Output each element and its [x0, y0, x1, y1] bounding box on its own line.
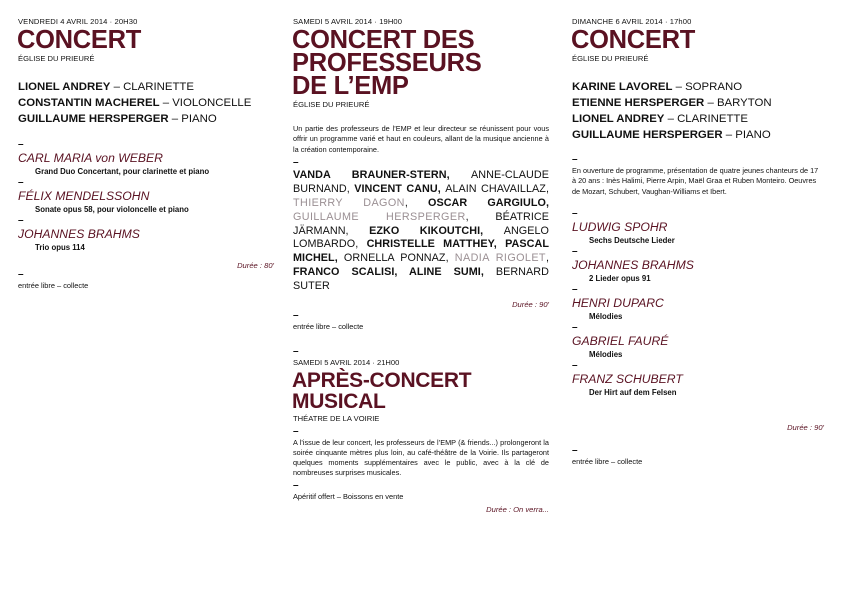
teacher-name: CHRISTELLE MATTHEY	[366, 238, 494, 251]
program-intro: En ouverture de programme, présentation de quatre jeunes chanteurs de 17 à 20 ans : Inès Halimi, Pierre Arpin, Maël Graa et Ruben Monteiro. Oeuvres de Mozart, Schubert, Vaughan-Williams et Ibert.	[572, 166, 819, 196]
offer-info: Apéritif offert – Boissons en vente	[293, 491, 404, 501]
separator: –	[18, 269, 24, 280]
teacher-name: ANGELO LOMBARDO	[293, 224, 550, 251]
separator: –	[293, 156, 299, 168]
concert-saturday-column	[293, 0, 549, 514]
teacher-name: GUILLAUME HERSPERGER	[293, 210, 466, 223]
teacher-name: VANDA BRAUNER-STERN	[293, 168, 447, 181]
work: Mélodies	[589, 349, 623, 359]
composer: LUDWIG SPOHR	[572, 219, 668, 234]
teacher-name: ORNELLA PONNAZ	[343, 252, 446, 265]
event-date: VENDREDI 4 AVRIL 2014 · 20H30	[18, 17, 138, 26]
composer: GABRIEL FAURÉ	[572, 333, 669, 348]
event-venue: ÉGLISE DU PRIEURÉ	[572, 54, 649, 63]
performer: LIONEL ANDREY – CLARINETTE	[18, 81, 194, 93]
duration: Durée : 90'	[787, 422, 824, 432]
teacher-name: ALINE SUMI	[409, 266, 481, 279]
event-venue: THÉATRE DE LA VOIRIE	[293, 413, 380, 423]
performer: LIONEL ANDREY – CLARINETTE	[572, 113, 748, 125]
work: Mélodies	[589, 311, 623, 321]
entry-info: entrée libre – collecte	[18, 281, 89, 290]
event-title: CONCERT	[571, 26, 695, 54]
separator: –	[572, 359, 578, 371]
teacher-name: BÉATRICE JÄRMANN	[293, 210, 549, 237]
performer: GUILLAUME HERSPERGER – PIANO	[18, 113, 217, 125]
event-date: SAMEDI 5 AVRIL 2014 · 21H00	[293, 357, 400, 367]
teacher-name: PASCAL MICHEL	[293, 238, 549, 265]
teacher-list: VANDA BRAUNER-STERN, ANNE-CLAUDE BURNAND, VINCENT CANU, ALAIN CHAVAILLAZ, THIERRY DAGON, OSCAR GARGIULO, GUILLAUME HERSPERGER, BÉATRICE JÄRMANN, EZKO KIKOUTCHI, ANGELO LOMBARDO, CHRISTELLE MATTHEY, PASCAL MICHEL, ORNELLA PONNAZ, NADIA RIGOLET, FRANCO SCALISI, ALINE SUMI, BERNARD SUTER	[293, 168, 550, 293]
performer: KARINE LAVOREL – SOPRANO	[572, 81, 743, 93]
concert-sunday-column	[572, 0, 824, 467]
work: Grand Duo Concertant, pour clarinette et piano	[35, 167, 210, 176]
event-venue: ÉGLISE DU PRIEURÉ	[293, 100, 370, 109]
duration: Durée : 90'	[512, 300, 549, 310]
separator: –	[572, 245, 578, 257]
composer: HENRI DUPARC	[572, 295, 664, 310]
entry-info: entrée libre – collecte	[293, 322, 364, 332]
concert-friday-column	[18, 0, 274, 292]
work: Sechs Deutsche Lieder	[589, 235, 675, 245]
teacher-name: OSCAR GARGIULO	[428, 196, 546, 209]
performer: GUILLAUME HERSPERGER – PIANO	[572, 129, 771, 141]
separator: –	[293, 310, 299, 322]
performer: ETIENNE HERSPERGER – BARYTON	[572, 97, 772, 109]
event-venue: ÉGLISE DU PRIEURÉ	[18, 54, 95, 63]
separator: –	[572, 154, 578, 165]
composer: FÉLIX MENDELSSOHN	[18, 189, 150, 203]
teacher-name: ANNE-CLAUDE BURNAND	[293, 168, 549, 195]
separator: –	[572, 283, 578, 295]
teacher-name: ALAIN CHAVAILLAZ	[445, 182, 546, 195]
teacher-name: EZKO KIKOUTCHI	[369, 224, 481, 237]
work: Sonate opus 58, pour violoncelle et piano	[35, 205, 189, 214]
work: Trio opus 114	[35, 243, 85, 252]
teacher-name: THIERRY DAGON	[293, 196, 405, 209]
event-date: DIMANCHE 6 AVRIL 2014 · 17h00	[572, 17, 692, 26]
teacher-name: FRANCO SCALISI	[293, 266, 395, 279]
composer: JOHANNES BRAHMS	[572, 257, 694, 272]
work: 2 Lieder opus 91	[589, 273, 651, 283]
event-title: APRÈS-CONCERT MUSICAL	[292, 368, 472, 413]
performer-list	[18, 79, 274, 127]
event-date: SAMEDI 5 AVRIL 2014 · 19H00	[293, 17, 403, 26]
composer: JOHANNES BRAHMS	[18, 227, 140, 241]
teacher-name: BERNARD SUTER	[293, 266, 549, 293]
teacher-name: VINCENT CANU	[354, 182, 438, 195]
separator: –	[572, 207, 578, 219]
separator: –	[572, 321, 578, 333]
event-title: CONCERT DES PROFESSEURS DE L’EMP	[292, 26, 482, 100]
event-description: Un partie des professeurs de l’EMP et leur directeur se réunissent pour vous offrir un programme varié et haut en couleurs, allant de la musique ancienne à la création contemporaine.	[293, 124, 549, 154]
separator: –	[293, 479, 299, 491]
separator: –	[18, 215, 24, 226]
separator: –	[18, 177, 24, 188]
event-title: CONCERT	[17, 26, 141, 54]
teacher-name: NADIA RIGOLET	[454, 252, 546, 265]
separator: –	[293, 425, 299, 437]
performer: CONSTANTIN MACHEREL – VIOLONCELLE	[18, 97, 252, 109]
composer: FRANZ SCHUBERT	[572, 371, 683, 386]
duration: Durée : On verra...	[486, 505, 549, 515]
duration: Durée : 80'	[237, 261, 274, 270]
composer: CARL MARIA von WEBER	[18, 151, 163, 165]
work: Der Hirt auf dem Felsen	[589, 387, 677, 397]
event-description: A l’issue de leur concert, les professeurs de l’EMP (& friends...) prolongeront la soirée cinquante mètres plus loin, au café-théâtre de la Voirie. Ils partageront quelques moments supplémentaires avec le public, avec à la clé de nombreuses surprises musicales.	[293, 437, 549, 478]
separator: –	[293, 345, 299, 357]
performer-list	[572, 79, 824, 143]
entry-info: entrée libre – collecte	[572, 456, 643, 466]
separator: –	[18, 139, 24, 150]
separator: –	[572, 444, 578, 456]
